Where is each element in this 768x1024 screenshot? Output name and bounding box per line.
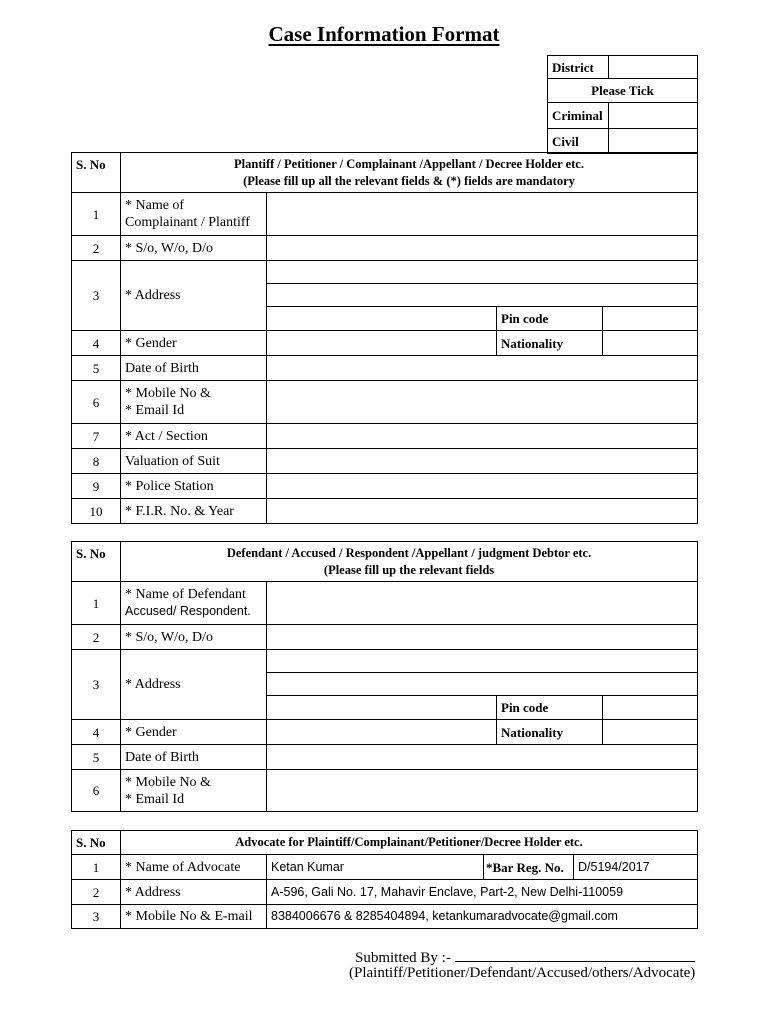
pin-code-boxes[interactable]: [603, 307, 698, 331]
address-line-3-field[interactable]: [267, 307, 497, 331]
page-title: Case Information Format: [268, 22, 500, 46]
row-label: Valuation of Suit: [121, 449, 267, 474]
complainant-name-field[interactable]: [267, 193, 698, 236]
civil-label: Civil: [548, 129, 609, 154]
label-line: Accused/ Respondent.: [125, 604, 251, 618]
row-number: 1: [72, 582, 121, 625]
defendant-dob-field[interactable]: [267, 745, 698, 770]
criminal-label: Criminal: [548, 103, 609, 129]
defendant-mobile-email-field[interactable]: [267, 770, 698, 812]
row-number: 6: [72, 770, 121, 812]
nationality-field[interactable]: [603, 331, 698, 356]
dob-field[interactable]: [267, 356, 698, 381]
row-label: * Mobile No & E-mail: [121, 905, 267, 929]
plaintiff-header-line2: (Please fill up all the relevant fields & (*) fields are mandatory: [243, 173, 575, 188]
district-box: [547, 55, 698, 154]
nationality-label: Nationality: [497, 720, 603, 745]
label-line: * Email Id: [125, 791, 185, 807]
row-number: 9: [72, 474, 121, 499]
row-label: [121, 193, 267, 236]
plaintiff-header-line1: Plantiff / Petitioner / Complainant /Appellant / Decree Holder etc.: [234, 156, 584, 171]
row-number: 5: [72, 356, 121, 381]
row-label: * S/o, W/o, D/o: [121, 625, 267, 650]
fir-field[interactable]: [267, 499, 698, 524]
defendant-name-field[interactable]: [267, 582, 698, 625]
police-station-field[interactable]: [267, 474, 698, 499]
row-label: * Address: [121, 880, 267, 905]
advocate-section-header: Advocate for Plaintiff/Complainant/Petitioner/Decree Holder etc.: [121, 831, 698, 855]
row-label: Date of Birth: [121, 745, 267, 770]
row-label: * F.I.R. No. & Year: [121, 499, 267, 524]
row-number: 8: [72, 449, 121, 474]
row-label: * Name of Advocate: [121, 855, 267, 880]
district-label: District: [548, 56, 609, 79]
address-line-2-field[interactable]: [267, 284, 698, 307]
row-label: Date of Birth: [121, 356, 267, 381]
sno-header: S. No: [72, 831, 121, 855]
criminal-tick-box[interactable]: [609, 103, 698, 129]
label-line: Complainant / Plantiff: [125, 215, 250, 230]
advocate-section: [71, 830, 698, 929]
row-number: 2: [72, 880, 121, 905]
label-line: * Name of: [125, 198, 185, 213]
row-label: * Gender: [121, 720, 267, 745]
defendant-address-line-3-field[interactable]: [267, 696, 497, 720]
submitted-by-roles: (Plaintiff/Petitioner/Defendant/Accused/others/Advocate): [349, 965, 696, 981]
plaintiff-section: [71, 152, 698, 524]
sno-header: S. No: [72, 153, 121, 193]
row-number: 3: [72, 261, 121, 331]
gender-field[interactable]: [267, 331, 497, 356]
row-number: 3: [72, 905, 121, 929]
defendant-relation-field[interactable]: [267, 625, 698, 650]
label-line: * Email Id: [125, 403, 185, 418]
sno-header: S. No: [72, 542, 121, 582]
pin-code-boxes[interactable]: [603, 696, 698, 720]
signature-line[interactable]: [455, 947, 695, 962]
row-label: * Address: [121, 650, 267, 720]
row-number: 2: [72, 625, 121, 650]
row-label: * S/o, W/o, D/o: [121, 236, 267, 261]
bar-reg-label: *Bar Reg. No.: [484, 855, 574, 880]
defendant-nationality-field[interactable]: [603, 720, 698, 745]
complainant-relation-field[interactable]: [267, 236, 698, 261]
defendant-header-line2: (Please fill up the relevant fields: [323, 562, 495, 577]
row-label: [121, 582, 267, 625]
row-number: 1: [72, 855, 121, 880]
row-number: 5: [72, 745, 121, 770]
defendant-section: [71, 541, 698, 812]
label-line: * Mobile No &: [125, 774, 211, 790]
row-number: 2: [72, 236, 121, 261]
defendant-address-line-1-field[interactable]: [267, 650, 698, 673]
row-number: 3: [72, 650, 121, 720]
plaintiff-section-header: [121, 153, 698, 193]
row-label: * Act / Section: [121, 424, 267, 449]
defendant-address-line-2-field[interactable]: [267, 673, 698, 696]
row-label: [121, 770, 267, 812]
submitted-by-label: Submitted By :-: [355, 950, 451, 966]
advocate-contact-value[interactable]: 8384006676 & 8285404894, ketankumaradvocate@gmail.com: [267, 905, 698, 929]
advocate-address-value[interactable]: A-596, Gali No. 17, Mahavir Enclave, Part-2, New Delhi-110059: [267, 880, 698, 905]
row-number: 7: [72, 424, 121, 449]
advocate-name-value[interactable]: Ketan Kumar: [267, 855, 484, 880]
row-number: 4: [72, 331, 121, 356]
act-section-field[interactable]: [267, 424, 698, 449]
row-label: * Police Station: [121, 474, 267, 499]
bar-reg-value[interactable]: D/5194/2017: [574, 855, 698, 880]
defendant-header-line1: Defendant / Accused / Respondent /Appellant / judgment Debtor etc.: [226, 545, 592, 560]
mobile-email-field[interactable]: [267, 381, 698, 424]
row-number: 1: [72, 193, 121, 236]
please-tick-label: Please Tick: [548, 79, 698, 103]
row-number: 10: [72, 499, 121, 524]
label-line: * Name of Defendant: [125, 587, 246, 602]
row-number: 4: [72, 720, 121, 745]
row-label: * Address: [121, 261, 267, 331]
label-line: * Mobile No &: [125, 386, 211, 401]
pin-code-label: Pin code: [497, 696, 603, 720]
civil-tick-box[interactable]: [609, 129, 698, 154]
defendant-gender-field[interactable]: [267, 720, 497, 745]
district-field[interactable]: [609, 56, 698, 79]
submitted-by: [355, 947, 695, 967]
row-label: [121, 381, 267, 424]
row-number: 6: [72, 381, 121, 424]
nationality-label: Nationality: [497, 331, 603, 356]
address-line-1-field[interactable]: [267, 261, 698, 284]
defendant-section-header: [121, 542, 698, 582]
valuation-field[interactable]: [267, 449, 698, 474]
pin-code-label: Pin code: [497, 307, 603, 331]
row-label: * Gender: [121, 331, 267, 356]
